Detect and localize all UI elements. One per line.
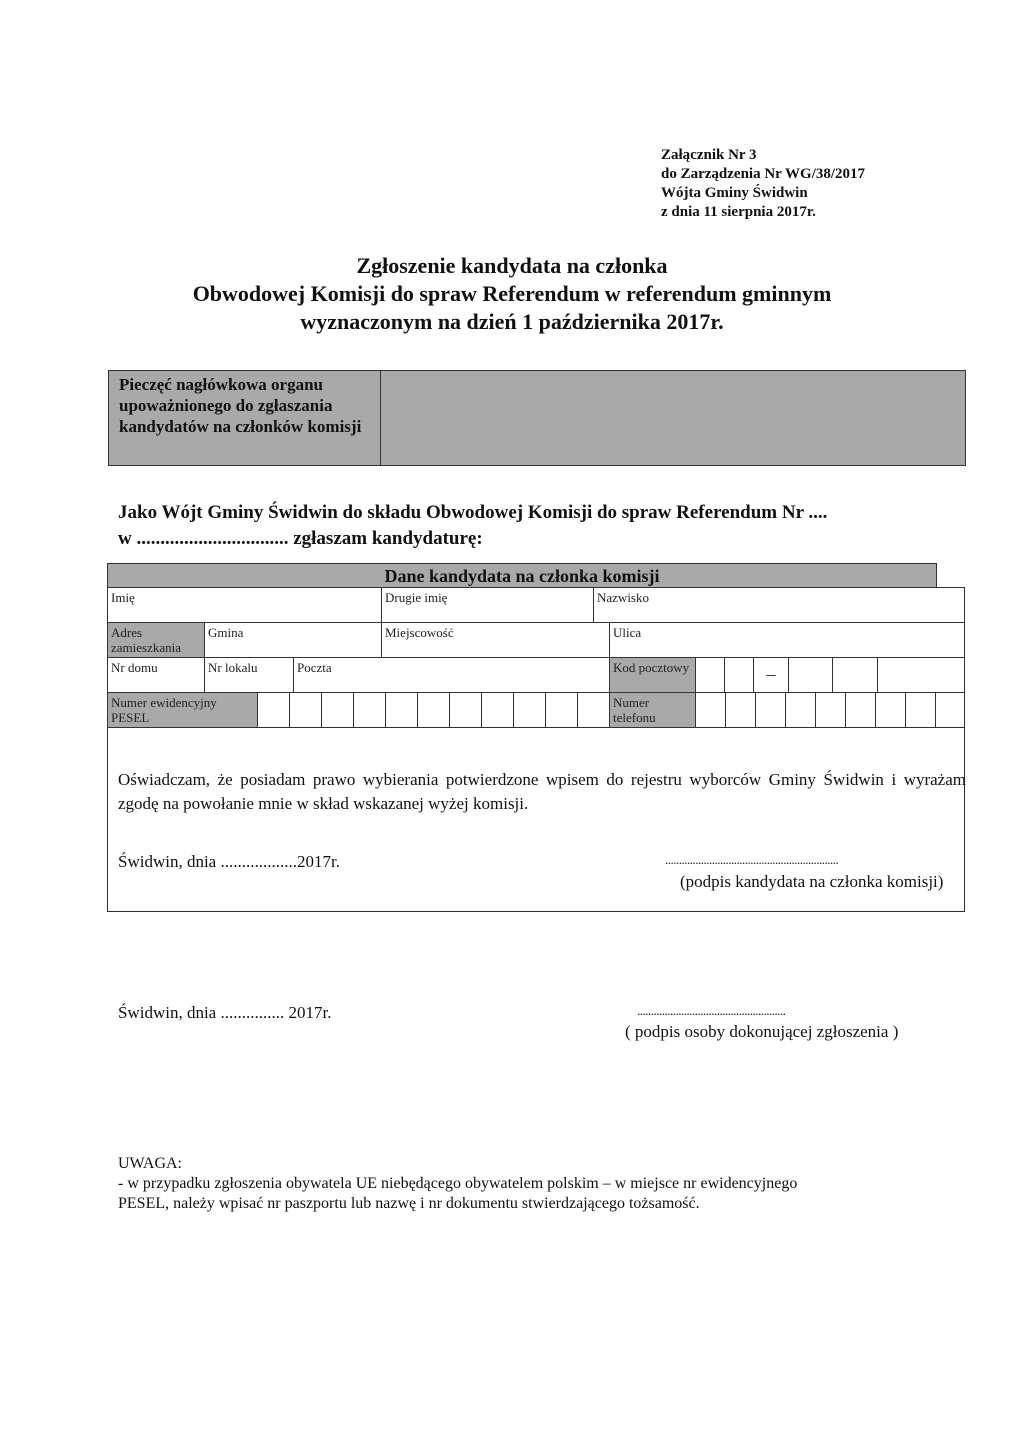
phone-label: Numer telefonu	[613, 695, 656, 725]
pesel-label-cell	[108, 693, 258, 727]
second-name-label: Drugie imię	[385, 590, 448, 605]
locality-field[interactable]	[382, 623, 610, 657]
address-row	[107, 622, 965, 657]
phone-digit-box[interactable]	[906, 693, 936, 727]
stamp-label: Pieczęć nagłówkowa organu upoważnionego do zgłaszania kandydatów na członków komisji	[109, 371, 381, 465]
pesel-digit-box[interactable]	[450, 693, 482, 727]
title-line-2: Obwodowej Komisji do spraw Referendum w referendum gminnym	[192, 281, 832, 306]
postal-code-box[interactable]	[696, 658, 725, 692]
second-name-field[interactable]	[382, 588, 594, 622]
annex-line-2: do Zarządzenia Nr WG/38/2017	[661, 166, 866, 182]
phone-digit-box[interactable]	[786, 693, 816, 727]
candidate-signature-caption: (podpis kandydata na członka komisji)	[680, 872, 944, 891]
surname-field[interactable]	[594, 588, 964, 622]
pesel-row	[107, 692, 965, 727]
pesel-digit-box[interactable]	[322, 693, 354, 727]
postal-code-box[interactable]	[833, 658, 878, 692]
pesel-digit-box[interactable]	[482, 693, 514, 727]
house-number-label: Nr domu	[111, 660, 158, 675]
apartment-number-label: Nr lokalu	[208, 660, 258, 675]
declaration-line-1: Jako Wójt Gminy Świdwin do składu Obwodowej Komisji do spraw Referendum Nr ....	[118, 502, 828, 523]
candidate-date-line[interactable]: Świdwin, dnia ..................2017r.	[118, 852, 340, 871]
submitter-date-line[interactable]: Świdwin, dnia ............... 2017r.	[118, 1003, 332, 1022]
name-row	[107, 587, 965, 622]
note-section	[118, 1154, 918, 1214]
pesel-digit-box[interactable]	[290, 693, 322, 727]
pesel-digit-box[interactable]	[354, 693, 386, 727]
commune-label: Gmina	[208, 625, 244, 640]
phone-digit-box[interactable]	[696, 693, 726, 727]
phone-digit-box[interactable]	[726, 693, 756, 727]
first-name-label: Imię	[111, 590, 135, 605]
document-title	[0, 252, 1024, 336]
nomination-declaration	[118, 500, 827, 552]
candidate-signature-line[interactable]: ...............................................................	[665, 852, 839, 867]
address-label-cell	[108, 623, 205, 657]
postal-code-dash: –	[754, 658, 789, 692]
post-office-label: Poczta	[297, 660, 332, 675]
phone-digit-box[interactable]	[876, 693, 906, 727]
note-line-2: PESEL, należy wpisać nr paszportu lub nazwę i nr dokumentu stwierdzającego tożsamość.	[118, 1195, 700, 1212]
submitter-signature-line[interactable]: ......................................................	[637, 1003, 786, 1018]
title-line-3: wyznaczonym na dzień 1 października 2017r.	[300, 309, 724, 334]
stamp-box	[108, 370, 966, 466]
phone-digit-box[interactable]	[936, 693, 964, 727]
pesel-digit-box[interactable]	[578, 693, 610, 727]
commune-field[interactable]	[205, 623, 382, 657]
annex-line-3: Wójta Gminy Świdwin	[661, 185, 808, 201]
street-label: Ulica	[613, 625, 642, 640]
annex-header	[661, 146, 865, 222]
note-line-1: - w przypadku zgłoszenia obywatela UE niebędącego obywatelem polskim – w miejsce nr ewidencyjnego	[118, 1175, 798, 1192]
title-line-1: Zgłoszenie kandydata na członka	[356, 253, 668, 278]
first-name-field[interactable]	[108, 588, 382, 622]
pesel-digit-box[interactable]	[386, 693, 418, 727]
postal-code-label: Kod pocztowy	[613, 660, 690, 675]
surname-label: Nazwisko	[597, 590, 649, 605]
pesel-digit-box[interactable]	[514, 693, 546, 727]
phone-digit-box[interactable]	[846, 693, 876, 727]
post-office-field[interactable]	[294, 658, 610, 692]
submitter-signature-caption: ( podpis osoby dokonującej zgłoszenia )	[625, 1022, 899, 1041]
postal-code-label-cell	[610, 658, 696, 692]
postal-code-box[interactable]	[878, 658, 964, 692]
locality-label: Miejscowość	[385, 625, 454, 640]
street-field[interactable]	[610, 623, 964, 657]
stamp-area[interactable]	[381, 371, 965, 465]
candidate-data-header: Dane kandydata na członka komisji	[107, 563, 937, 588]
note-heading: UWAGA:	[118, 1155, 182, 1172]
pesel-digit-box[interactable]	[258, 693, 290, 727]
pesel-digit-box[interactable]	[418, 693, 450, 727]
apartment-number-field[interactable]	[205, 658, 294, 692]
declaration-line-2: w ................................ zgłaszam kandydaturę:	[118, 528, 483, 549]
annex-line-4: z dnia 11 sierpnia 2017r.	[661, 204, 816, 220]
address-label: Adres zamieszkania	[111, 625, 182, 655]
postal-row	[107, 657, 965, 692]
pesel-digit-box[interactable]	[546, 693, 578, 727]
annex-line-1: Załącznik Nr 3	[661, 147, 757, 163]
phone-digit-box[interactable]	[816, 693, 846, 727]
consent-statement: Oświadczam, że posiadam prawo wybierania potwierdzone wpisem do rejestru wyborców Gminy Świdwin i wyrażam zgodę na powołanie mnie w skład wskazanej wyżej komisji.	[118, 770, 966, 813]
phone-digit-box[interactable]	[756, 693, 786, 727]
postal-code-box[interactable]	[789, 658, 833, 692]
house-number-field[interactable]	[108, 658, 205, 692]
postal-code-box[interactable]	[725, 658, 754, 692]
pesel-label: Numer ewidencyjny PESEL	[111, 695, 217, 725]
phone-label-cell	[610, 693, 696, 727]
